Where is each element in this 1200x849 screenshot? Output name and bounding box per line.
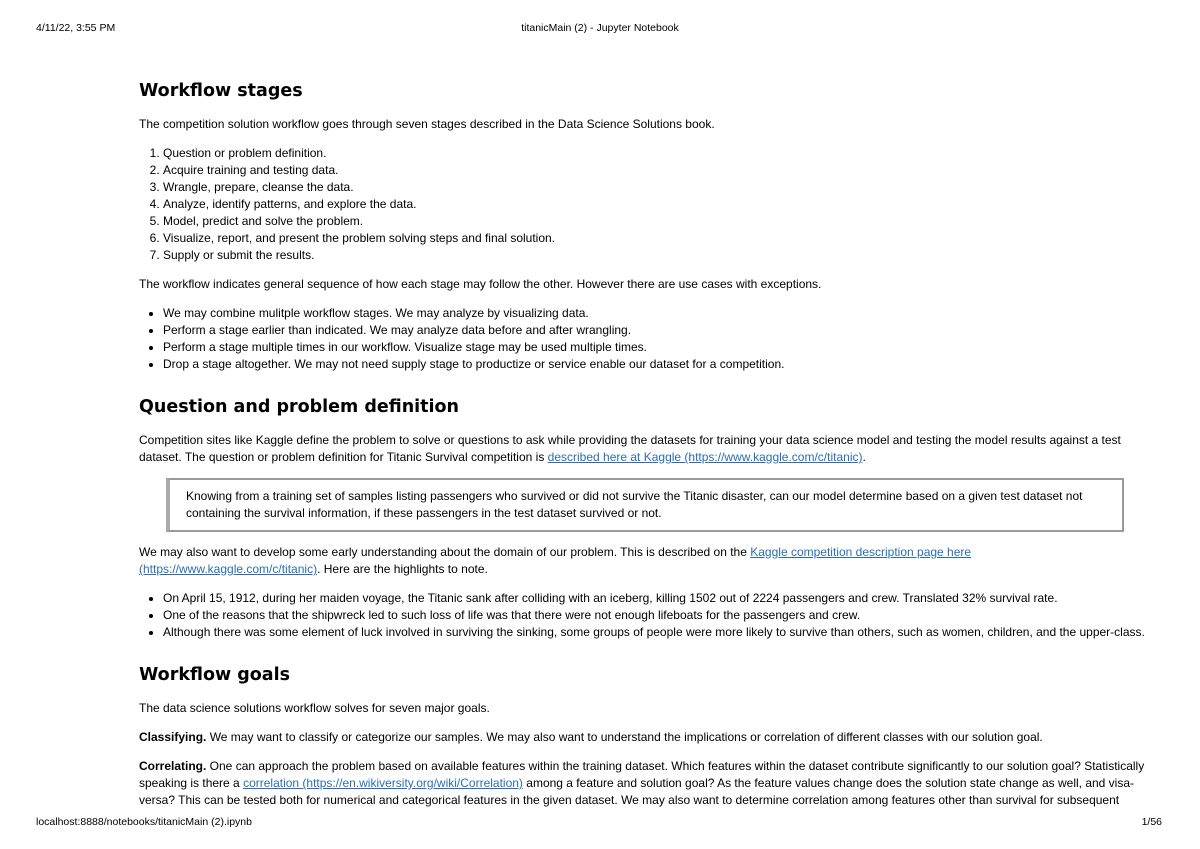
print-page-number: 1/56 bbox=[1141, 816, 1162, 828]
list-item: • One of the reasons that the shipwreck led to such loss of life was that there were not enough lifeboats for the passengers and crew. bbox=[163, 607, 1149, 624]
list-item: • On April 15, 1912, during her maiden voyage, the Titanic sank after colliding with an iceberg, killing 1502 out of 2224 passengers and crew. Translated 32% survival rate. bbox=[163, 590, 1149, 607]
print-footer bbox=[0, 816, 1200, 830]
correlation-link[interactable]: correlation (https://en.wikiversity.org/wiki/Correlation) bbox=[243, 776, 523, 790]
list-item: 2. Acquire training and testing data. bbox=[163, 162, 1149, 179]
list-item: • We may combine mulitple workflow stages. We may analyze by visualizing data. bbox=[163, 305, 1149, 322]
correlating-text: One can approach the problem based on available features within the training dataset. Which features within the dataset contribute significantly to our solution goal? Statistically speaking is there a bbox=[139, 759, 1145, 790]
heading-workflow-goals: Workflow goals bbox=[139, 665, 290, 685]
list-item: • Drop a stage altogether. We may not need supply stage to productize or service enable our dataset for a competition. bbox=[163, 356, 1149, 373]
domain-paragraph-text: We may also want to develop some early understanding about the domain of our problem. This is described on the bbox=[139, 545, 751, 559]
classifying-label: Classifying. bbox=[139, 730, 207, 744]
list-item: 7. Supply or submit the results. bbox=[163, 247, 1149, 264]
list-item: • Perform a stage multiple times in our workflow. Visualize stage may be used multiple times. bbox=[163, 339, 1149, 356]
list-item: 5. Model, predict and solve the problem. bbox=[163, 213, 1149, 230]
list-item: 4. Analyze, identify patterns, and explore the data. bbox=[163, 196, 1149, 213]
correlating-text-end: among a feature and solution goal? As the feature values change does the solution state change as well, and visa-versa? This can be tested both for numerical and categorical features in the given dataset. We may also want to determine correlation among features other than survival for subsequent bbox=[139, 776, 1135, 807]
correlating-label: Correlating. bbox=[139, 759, 207, 773]
print-datetime: 4/11/22, 3:55 PM bbox=[36, 22, 116, 34]
list-item: 1. Question or problem definition. bbox=[163, 145, 1149, 162]
domain-paragraph bbox=[139, 544, 1149, 578]
list-item: • Although there was some element of luck involved in surviving the sinking, some groups of people were more likely to survive than others, such as women, children, and the upper-class. bbox=[163, 624, 1149, 641]
classifying-text: We may want to classify or categorize our samples. We may also want to understand the implications or correlation of different classes with our solution goal. bbox=[206, 730, 1043, 744]
goals-intro: The data science solutions workflow solves for seven major goals. bbox=[139, 701, 490, 715]
question-paragraph-text: Competition sites like Kaggle define the problem to solve or questions to ask while providing the datasets for training your data science model and testing the model results against a test dataset. The question or problem definition for Titanic Survival competition is bbox=[139, 433, 1121, 464]
question-paragraph-end: . bbox=[862, 450, 866, 464]
heading-workflow-stages: Workflow stages bbox=[139, 81, 303, 101]
classifying-paragraph bbox=[139, 729, 1149, 746]
workflow-exceptions-list bbox=[139, 305, 1149, 373]
list-item: 6. Visualize, report, and present the problem solving steps and final solution. bbox=[163, 230, 1149, 247]
heading-question-definition: Question and problem definition bbox=[139, 397, 460, 417]
workflow-note: The workflow indicates general sequence of how each stage may follow the other. However there are use cases with exceptions. bbox=[139, 277, 822, 291]
question-paragraph bbox=[139, 432, 1149, 466]
domain-paragraph-end: . Here are the highlights to note. bbox=[317, 562, 488, 576]
list-item: 3. Wrangle, prepare, cleanse the data. bbox=[163, 179, 1149, 196]
correlating-paragraph bbox=[139, 758, 1149, 808]
kaggle-problem-link[interactable]: described here at Kaggle (https://www.kaggle.com/c/titanic) bbox=[547, 450, 863, 464]
notebook-content bbox=[139, 78, 1149, 808]
workflow-intro: The competition solution workflow goes through seven stages described in the Data Science Solutions book. bbox=[139, 117, 715, 131]
kaggle-description-link[interactable]: Kaggle competition description page here (https://www.kaggle.com/c/titanic) bbox=[139, 545, 972, 576]
problem-quote: Knowing from a training set of samples listing passengers who survived or did not survive the Titanic disaster, can our model determine based on a given test dataset not containing the survival information, if these passengers in the test dataset survived or not. bbox=[166, 478, 1124, 532]
print-header bbox=[0, 22, 1200, 36]
print-url: localhost:8888/notebooks/titanicMain (2).ipynb bbox=[36, 816, 252, 828]
highlights-list bbox=[139, 590, 1149, 641]
workflow-steps-list bbox=[139, 145, 1149, 264]
list-item: • Perform a stage earlier than indicated. We may analyze data before and after wrangling. bbox=[163, 322, 1149, 339]
print-title: titanicMain (2) - Jupyter Notebook bbox=[521, 22, 679, 34]
